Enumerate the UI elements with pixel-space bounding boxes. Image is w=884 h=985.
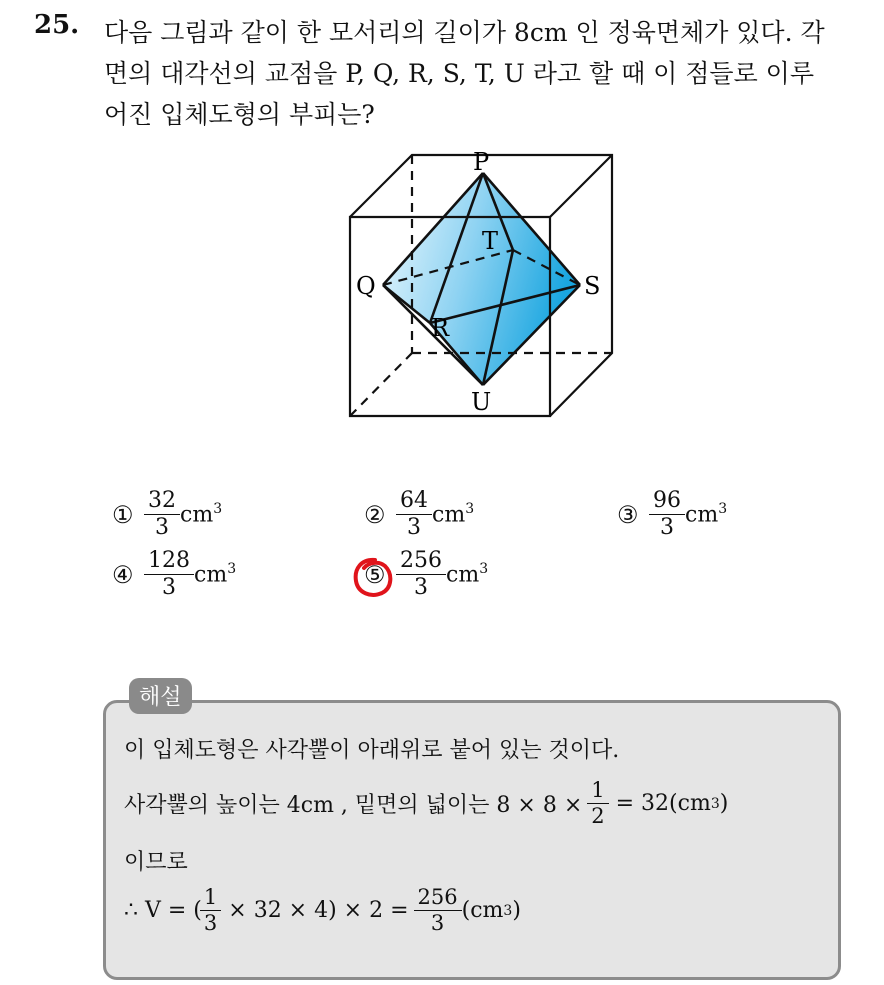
choice-mark: ④: [112, 560, 134, 589]
choice-3[interactable]: [617, 490, 727, 539]
choice-unit: $cm^3$: [432, 501, 475, 528]
choice-fraction: $\frac{32}{3}$: [146, 490, 178, 539]
solution-fraction: $\frac{1}{2}$: [589, 780, 606, 827]
choice-fraction: $\frac{256}{3}$: [398, 550, 444, 599]
cube-visible-edge: [550, 155, 612, 217]
cube-hidden-edge: [350, 353, 412, 416]
choice-mark: ③: [617, 500, 639, 529]
solution-tag: 해설: [129, 678, 192, 714]
question-text: [104, 12, 864, 135]
choice-fraction: $\frac{96}{3}$: [651, 490, 683, 539]
label-u: U: [471, 388, 492, 416]
label-s: S: [584, 272, 601, 300]
solution-fraction: $\frac{256}{3}$: [416, 887, 460, 934]
label-t: T: [482, 227, 499, 255]
solution-line-1: 이 입체도형은 사각뿔이 아래위로 붙어 있는 것이다.: [124, 738, 620, 763]
choice-mark: ⑤: [364, 560, 386, 589]
question-line: 다음 그림과 같이 한 모서리의 길이가 8cm 인 정육면체가 있다. 각: [104, 18, 825, 47]
label-p: P: [473, 148, 490, 176]
solution-line-4: ∴ V = ( $\frac{1}{3}$ × 32 × 4) × 2 = $\frac{256}{3}$ (cm 3 ): [124, 885, 521, 935]
question-number: 25.: [34, 10, 80, 40]
choice-2[interactable]: [364, 490, 474, 539]
question-line: 어진 입체도형의 부피는?: [104, 100, 375, 129]
label-r: R: [431, 314, 450, 342]
choice-unit: $cm^3$: [446, 561, 489, 588]
choice-unit: $cm^3$: [180, 501, 223, 528]
solution-line-2: 사각뿔의 높이는 4cm , 밑면의 넓이는 8 × 8 × $\frac{1}{2}$ = 32(cm 3 ): [124, 778, 729, 828]
choice-1[interactable]: [112, 490, 222, 539]
choice-4[interactable]: [112, 550, 236, 599]
choice-unit: $cm^3$: [194, 561, 237, 588]
choice-mark: ②: [364, 500, 386, 529]
choice-fraction: $\frac{64}{3}$: [398, 490, 430, 539]
choice-unit: $cm^3$: [685, 501, 728, 528]
choice-fraction: $\frac{128}{3}$: [146, 550, 192, 599]
choice-mark: ①: [112, 500, 134, 529]
label-q: Q: [356, 272, 376, 300]
cube-octahedron-figure: [330, 140, 630, 440]
answer-circle-mark: [351, 555, 397, 601]
solution-fraction: $\frac{1}{3}$: [202, 887, 219, 934]
question-line: 면의 대각선의 교점을 P, Q, R, S, T, U 라고 할 때 이 점들로 이루: [104, 59, 814, 88]
solution-line-3: 이므로: [124, 850, 188, 875]
